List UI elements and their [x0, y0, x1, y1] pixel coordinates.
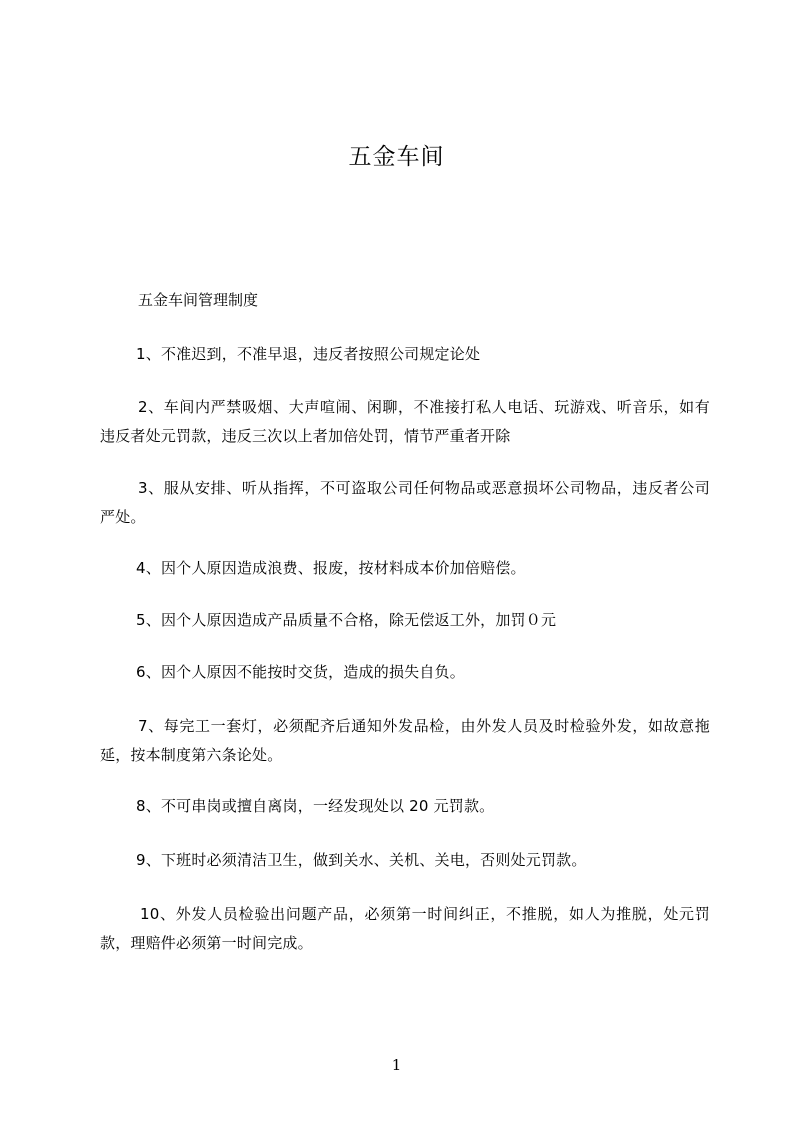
rule-8: 8、不可串岗或擅自离岗，一经发现处以 20 元罚款。 [136, 797, 495, 815]
page-number: 1 [391, 1056, 402, 1074]
rule-9: 9、下班时必须清洁卫生，做到关水、关机、关电，否则处元罚款。 [136, 851, 587, 869]
rule-2: 2、车间内严禁吸烟、大声喧闹、闲聊，不准接打私人电话、玩游戏、听音乐，如有违反者处元罚款，违反三次以上者加倍处罚，情节严重者开除 [100, 398, 710, 445]
rule-4: 4、因个人原因造成浪费、报废，按材料成本价加倍赔偿。 [136, 559, 526, 577]
rule-5: 5、因个人原因造成产品质量不合格，除无偿返工外，加罚０元 [136, 611, 557, 629]
rule-1: 1、不准迟到，不准早退，违反者按照公司规定论处 [136, 345, 481, 363]
document-title: 五金车间 [348, 144, 445, 170]
rule-6: 6、因个人原因不能按时交货，造成的损失自负。 [136, 663, 465, 681]
rule-3: 3、服从安排、听从指挥，不可盗取公司任何物品或恶意损坏公司物品，违反者公司严处。 [100, 479, 710, 526]
rule-10: 10、外发人员检验出问题产品，必须第一时间纠正，不推脱，如人为推脱，处元罚款，理赔件必须第一时间完成。 [100, 905, 710, 952]
rule-7: 7、每完工一套灯，必须配齐后通知外发品检，由外发人员及时检验外发，如故意拖延，按本制度第六条论处。 [100, 717, 710, 764]
document-subtitle: 五金车间管理制度 [138, 291, 259, 309]
